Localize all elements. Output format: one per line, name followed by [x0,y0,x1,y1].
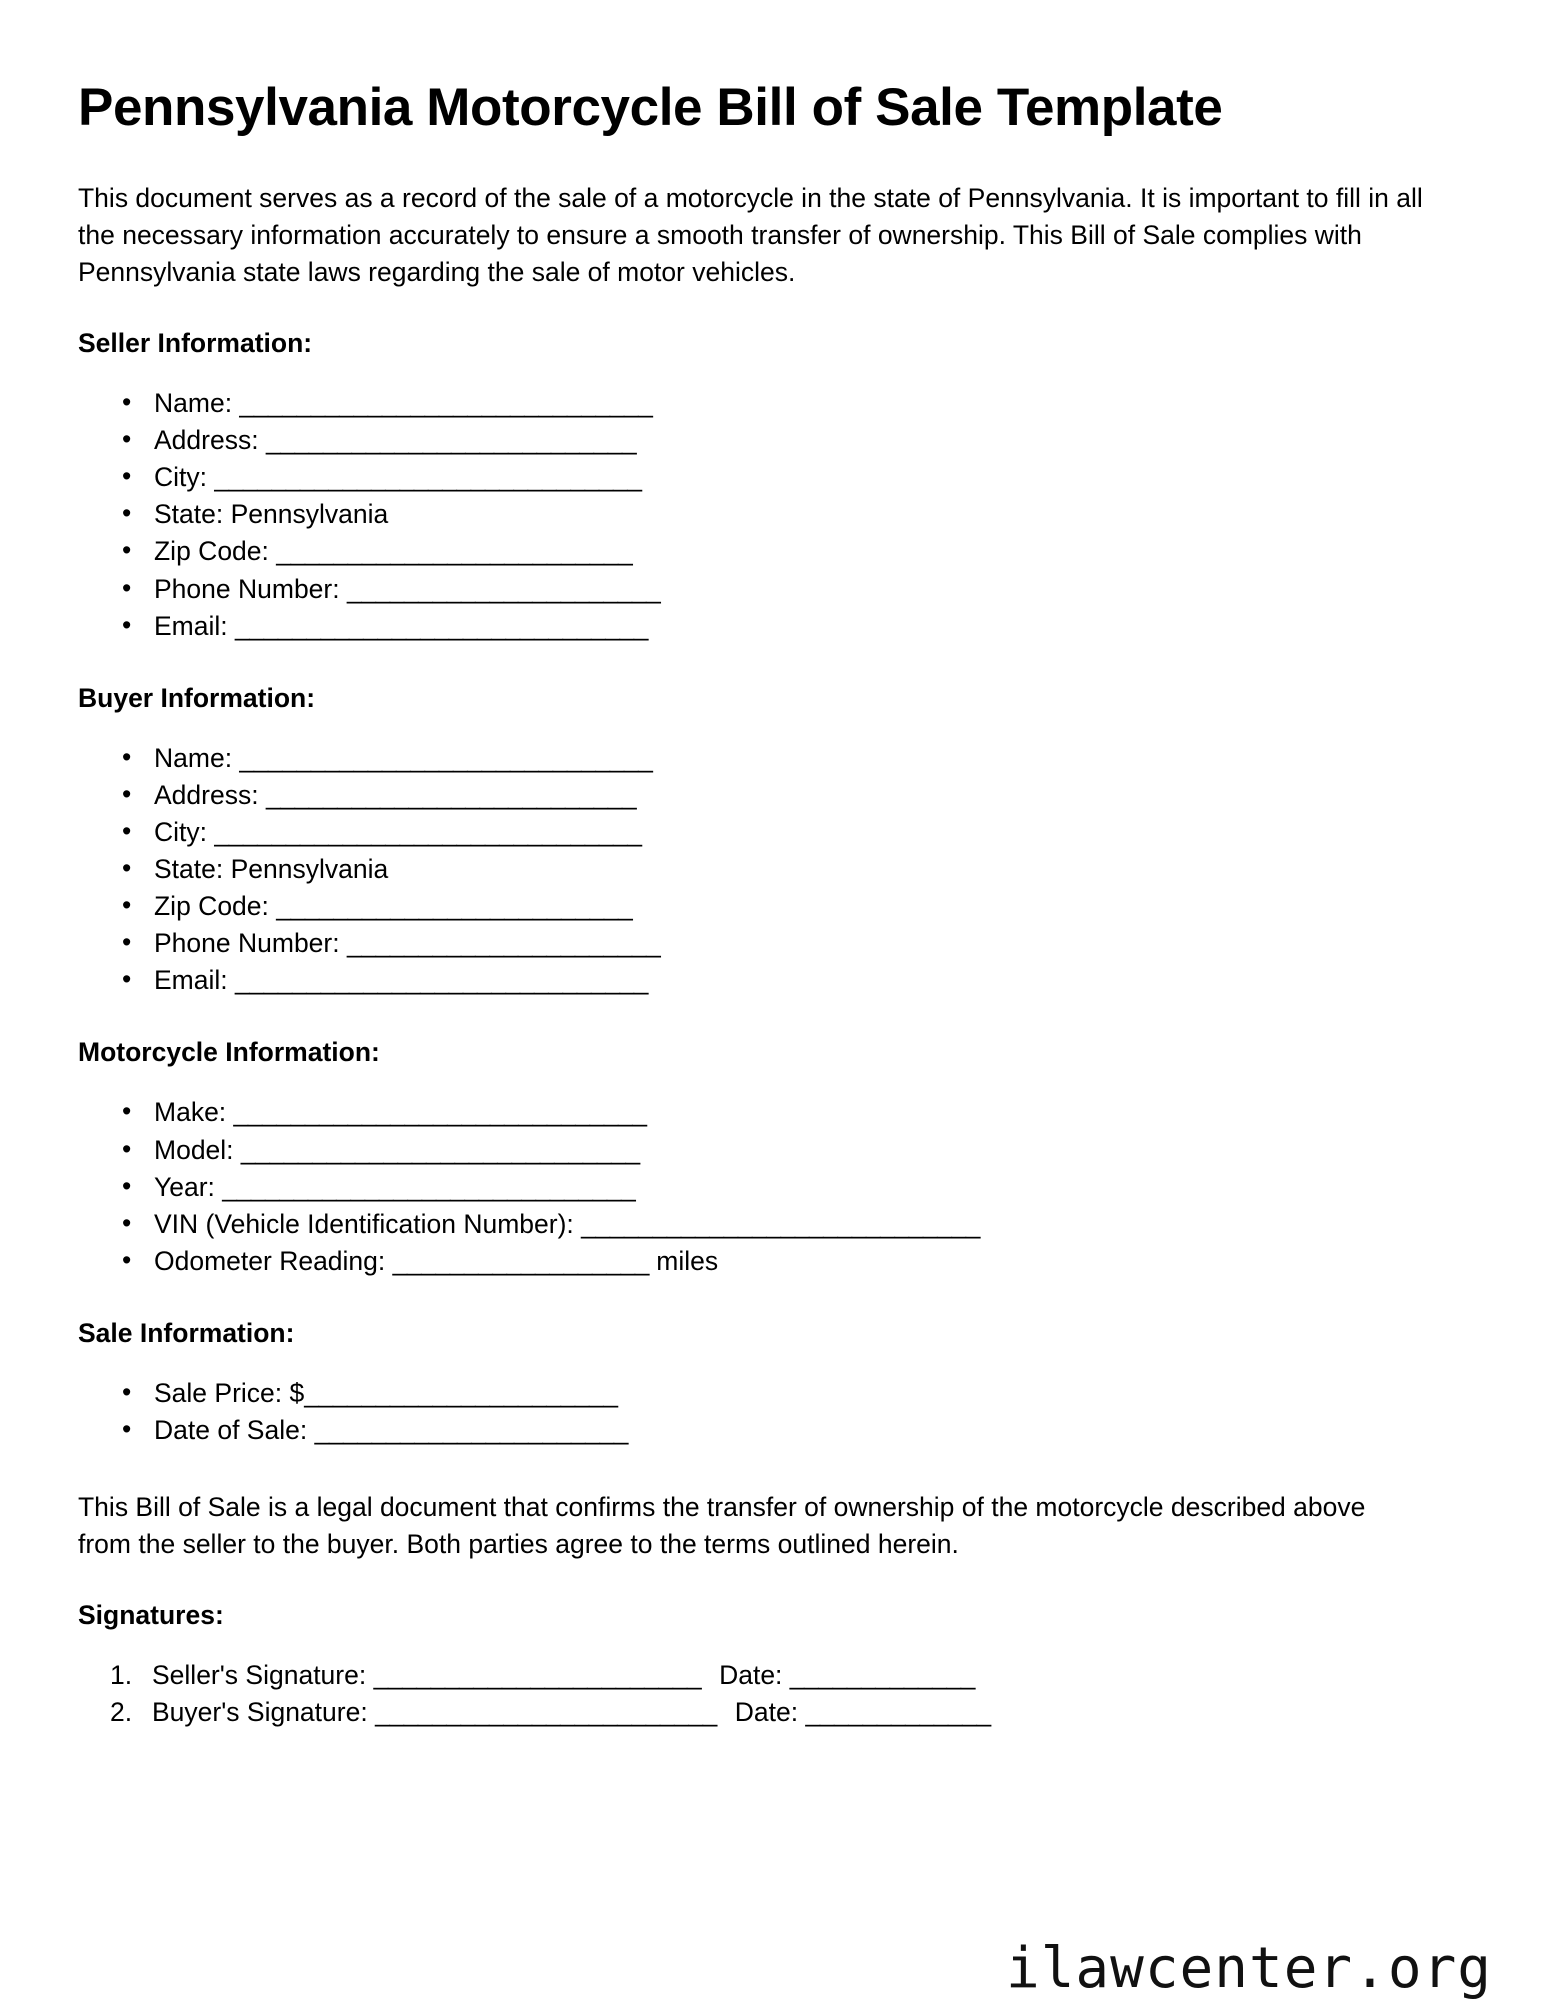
list-item [122,1169,1484,1206]
field-label: Phone Number: [154,573,347,604]
field-blank[interactable]: ______________________ [346,928,661,959]
seller-field-list [78,385,1484,645]
list-item [122,1132,1484,1169]
field-blank[interactable]: _____________________________ [239,388,653,419]
list-item [122,1412,1484,1449]
list-item [122,608,1484,645]
list-item [110,1694,1484,1731]
field-blank[interactable]: ______________________ [346,573,661,604]
list-item [122,1206,1484,1243]
field-label: Year: [154,1171,223,1202]
list-item [122,422,1484,459]
field-label: Odometer Reading: [154,1245,393,1276]
field-blank[interactable]: _____________________________ [222,1171,636,1202]
date-blank[interactable]: _____________ [805,1697,991,1728]
list-item [122,814,1484,851]
list-item [122,777,1484,814]
list-item [122,459,1484,496]
field-label: City: [154,816,215,847]
field-blank[interactable]: ______________________________ [214,816,642,847]
field-blank[interactable]: __________________________ [265,425,637,456]
list-item [122,1094,1484,1131]
list-item [122,851,1484,888]
field-label: Phone Number: [154,928,347,959]
field-blank[interactable]: __________________________ [265,779,637,810]
field-blank[interactable]: _____________________________ [239,742,653,773]
buyer-field-list [78,740,1484,1000]
list-item [122,1375,1484,1412]
list-item [110,1657,1484,1694]
list-item [122,740,1484,777]
field-blank[interactable]: _____________________________ [235,610,648,641]
signatures-section-heading: Signatures: [78,1600,224,1631]
field-label: Address: [154,779,266,810]
signature-list [78,1657,1484,1731]
list-item [122,571,1484,608]
field-blank[interactable]: ______________________ [314,1414,628,1445]
field-label: Name: [154,388,240,419]
field-blank[interactable]: _____________________________ [233,1097,647,1128]
field-label: Sale Price: $ [154,1377,305,1408]
field-label: State: Pennsylvania [154,499,389,530]
field-label: State: Pennsylvania [154,854,389,885]
field-label: VIN (Vehicle Identification Number): [154,1208,582,1239]
signature-blank[interactable]: ________________________ [375,1697,717,1728]
intro-paragraph: This document serves as a record of the sale of a motorcycle in the state of Pennsylvania. It is important to fill in all the necessary information accurately to ensure a smooth transfer of ownership. This Bill of Sale complies with Pennsylvania state laws regarding the sale of motor vehicles. [78,183,1423,287]
motorcycle-section-heading: Motorcycle Information: [78,1037,380,1068]
list-item [122,962,1484,999]
list-item [122,888,1484,925]
site-watermark: ilawcenter.org [1005,1936,1492,2001]
page-title: Pennsylvania Motorcycle Bill of Sale Template [78,78,1223,137]
list-item [122,385,1484,422]
field-label: Zip Code: [154,891,277,922]
field-blank[interactable]: __________________ [392,1245,649,1276]
list-item [122,925,1484,962]
field-label: Email: [154,610,235,641]
sale-section-heading: Sale Information: [78,1317,295,1348]
field-suffix: miles [648,1245,719,1276]
date-blank[interactable]: _____________ [789,1660,975,1691]
field-blank[interactable]: ______________________ [304,1377,618,1408]
sale-field-list [78,1375,1484,1449]
field-label: Date of Sale: [154,1414,315,1445]
motorcycle-field-list [78,1094,1484,1279]
field-label: Name: [154,742,240,773]
field-blank[interactable]: ____________________________ [581,1208,980,1239]
buyer-section-heading: Buyer Information: [78,682,316,713]
field-label: Zip Code: [154,536,277,567]
field-label: City: [154,462,215,493]
signature-label: Buyer's Signature: [152,1697,376,1728]
date-label: Date: [734,1697,806,1728]
seller-section-heading: Seller Information: [78,328,313,359]
field-blank[interactable]: _________________________ [276,536,633,567]
field-label: Make: [154,1097,234,1128]
field-label: Email: [154,965,235,996]
date-label: Date: [719,1660,790,1691]
closing-paragraph: This Bill of Sale is a legal document that confirms the transfer of ownership of the motorcycle described above from the seller to the buyer. Both parties agree to the terms outlined herein. [78,1492,1366,1559]
list-item [122,1243,1484,1280]
field-blank[interactable]: ______________________________ [214,462,642,493]
field-label: Address: [154,425,266,456]
field-blank[interactable]: _____________________________ [235,965,648,996]
field-label: Model: [154,1134,241,1165]
list-item [122,496,1484,533]
field-blank[interactable]: ____________________________ [240,1134,640,1165]
list-item [122,533,1484,570]
signature-blank[interactable]: _______________________ [373,1660,702,1691]
signature-label: Seller's Signature: [152,1660,374,1691]
field-blank[interactable]: _________________________ [276,891,633,922]
